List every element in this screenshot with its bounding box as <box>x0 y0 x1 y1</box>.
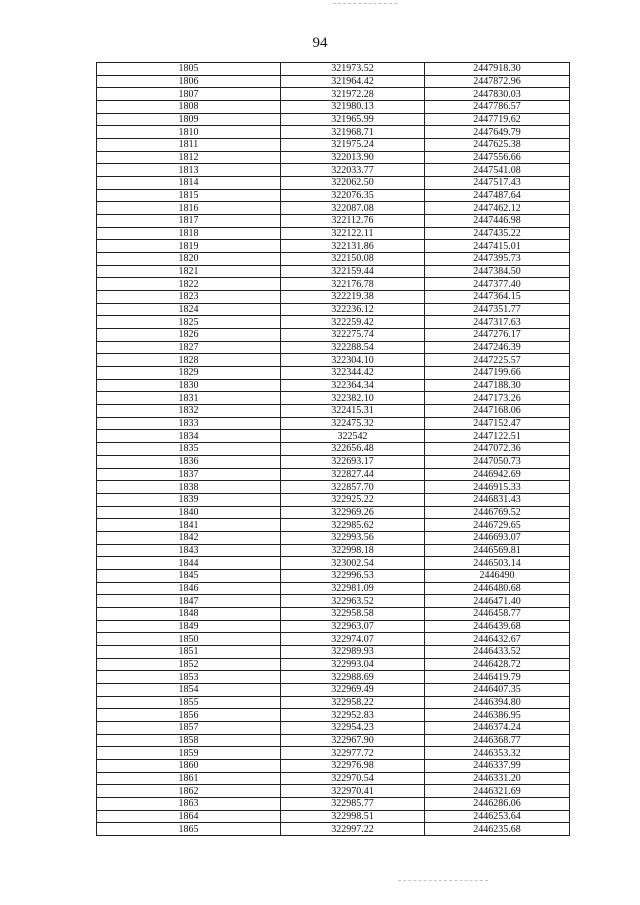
point-number-cell: 1855 <box>97 696 281 709</box>
point-number-cell: 1814 <box>97 177 281 190</box>
y-coordinate-cell: 2447517.43 <box>425 177 570 190</box>
table-row <box>97 151 570 164</box>
y-coordinate-cell: 2447072.36 <box>425 443 570 456</box>
x-coordinate-cell: 322159.44 <box>281 265 425 278</box>
point-number-cell: 1861 <box>97 772 281 785</box>
point-number-cell: 1812 <box>97 151 281 164</box>
y-coordinate-cell: 2447351.77 <box>425 303 570 316</box>
point-number-cell: 1856 <box>97 709 281 722</box>
table-row <box>97 75 570 88</box>
y-coordinate-cell: 2446915.33 <box>425 481 570 494</box>
y-coordinate-cell: 2446490 <box>425 569 570 582</box>
table-row <box>97 582 570 595</box>
y-coordinate-cell: 2446432.67 <box>425 633 570 646</box>
x-coordinate-cell: 322219.38 <box>281 291 425 304</box>
x-coordinate-cell: 322013.90 <box>281 151 425 164</box>
point-number-cell: 1808 <box>97 101 281 114</box>
point-number-cell: 1841 <box>97 519 281 532</box>
table-row <box>97 417 570 430</box>
point-number-cell: 1805 <box>97 63 281 76</box>
y-coordinate-cell: 2446480.68 <box>425 582 570 595</box>
point-number-cell: 1826 <box>97 329 281 342</box>
table-row <box>97 721 570 734</box>
y-coordinate-cell: 2446407.35 <box>425 683 570 696</box>
x-coordinate-cell: 322985.77 <box>281 797 425 810</box>
y-coordinate-cell: 2446368.77 <box>425 734 570 747</box>
x-coordinate-cell: 322977.72 <box>281 747 425 760</box>
x-coordinate-cell: 322275.74 <box>281 329 425 342</box>
point-number-cell: 1838 <box>97 481 281 494</box>
x-coordinate-cell: 322985.62 <box>281 519 425 532</box>
point-number-cell: 1859 <box>97 747 281 760</box>
point-number-cell: 1839 <box>97 493 281 506</box>
table-row <box>97 341 570 354</box>
x-coordinate-cell: 322970.54 <box>281 772 425 785</box>
y-coordinate-cell: 2446428.72 <box>425 658 570 671</box>
point-number-cell: 1865 <box>97 823 281 836</box>
table-row <box>97 455 570 468</box>
page-number: 94 <box>312 35 328 51</box>
x-coordinate-cell: 322131.86 <box>281 240 425 253</box>
table-row <box>97 785 570 798</box>
x-coordinate-cell: 322969.26 <box>281 506 425 519</box>
y-coordinate-cell: 2446729.65 <box>425 519 570 532</box>
top-scan-rule <box>333 3 397 4</box>
y-coordinate-cell: 2447152.47 <box>425 417 570 430</box>
point-number-cell: 1864 <box>97 810 281 823</box>
point-number-cell: 1844 <box>97 557 281 570</box>
y-coordinate-cell: 2447246.39 <box>425 341 570 354</box>
table-row <box>97 696 570 709</box>
table-row <box>97 481 570 494</box>
point-number-cell: 1860 <box>97 759 281 772</box>
table-row <box>97 379 570 392</box>
table-row <box>97 291 570 304</box>
y-coordinate-cell: 2447625.38 <box>425 139 570 152</box>
table-row <box>97 164 570 177</box>
x-coordinate-cell: 322656.48 <box>281 443 425 456</box>
point-number-cell: 1819 <box>97 240 281 253</box>
x-coordinate-cell: 322993.56 <box>281 531 425 544</box>
table-row <box>97 240 570 253</box>
y-coordinate-cell: 2446235.68 <box>425 823 570 836</box>
y-coordinate-cell: 2447435.22 <box>425 227 570 240</box>
point-number-cell: 1828 <box>97 354 281 367</box>
table-row <box>97 759 570 772</box>
x-coordinate-cell: 322827.44 <box>281 468 425 481</box>
x-coordinate-cell: 322996.53 <box>281 569 425 582</box>
y-coordinate-cell: 2447395.73 <box>425 253 570 266</box>
x-coordinate-cell: 322122.11 <box>281 227 425 240</box>
point-number-cell: 1832 <box>97 405 281 418</box>
y-coordinate-cell: 2447384.50 <box>425 265 570 278</box>
point-number-cell: 1829 <box>97 367 281 380</box>
x-coordinate-cell: 321973.52 <box>281 63 425 76</box>
x-coordinate-cell: 322998.51 <box>281 810 425 823</box>
x-coordinate-cell: 322112.76 <box>281 215 425 228</box>
table-row <box>97 227 570 240</box>
point-number-cell: 1857 <box>97 721 281 734</box>
x-coordinate-cell: 322925.22 <box>281 493 425 506</box>
x-coordinate-cell: 322976.98 <box>281 759 425 772</box>
table-row <box>97 683 570 696</box>
y-coordinate-cell: 2447225.57 <box>425 354 570 367</box>
y-coordinate-cell: 2447462.12 <box>425 202 570 215</box>
x-coordinate-cell: 322259.42 <box>281 316 425 329</box>
table-row <box>97 645 570 658</box>
point-number-cell: 1831 <box>97 392 281 405</box>
point-number-cell: 1849 <box>97 620 281 633</box>
point-number-cell: 1836 <box>97 455 281 468</box>
y-coordinate-cell: 2446337.99 <box>425 759 570 772</box>
y-coordinate-cell: 2447556.66 <box>425 151 570 164</box>
x-coordinate-cell: 322998.18 <box>281 544 425 557</box>
y-coordinate-cell: 2446458.77 <box>425 607 570 620</box>
y-coordinate-cell: 2446286.06 <box>425 797 570 810</box>
x-coordinate-cell: 322967.90 <box>281 734 425 747</box>
table-row <box>97 772 570 785</box>
point-number-cell: 1830 <box>97 379 281 392</box>
x-coordinate-cell: 322958.58 <box>281 607 425 620</box>
table-row <box>97 215 570 228</box>
x-coordinate-cell: 322993.04 <box>281 658 425 671</box>
x-coordinate-cell: 322952.83 <box>281 709 425 722</box>
point-number-cell: 1847 <box>97 595 281 608</box>
x-coordinate-cell: 322236.12 <box>281 303 425 316</box>
y-coordinate-cell: 2447649.79 <box>425 126 570 139</box>
coordinates-table-body <box>97 63 570 836</box>
y-coordinate-cell: 2447872.96 <box>425 75 570 88</box>
table-row <box>97 253 570 266</box>
point-number-cell: 1809 <box>97 113 281 126</box>
point-number-cell: 1825 <box>97 316 281 329</box>
x-coordinate-cell: 322344.42 <box>281 367 425 380</box>
y-coordinate-cell: 2446439.68 <box>425 620 570 633</box>
point-number-cell: 1821 <box>97 265 281 278</box>
point-number-cell: 1810 <box>97 126 281 139</box>
y-coordinate-cell: 2446386.95 <box>425 709 570 722</box>
table-row <box>97 810 570 823</box>
x-coordinate-cell: 322958.22 <box>281 696 425 709</box>
x-coordinate-cell: 322693.17 <box>281 455 425 468</box>
y-coordinate-cell: 2447377.40 <box>425 278 570 291</box>
x-coordinate-cell: 322062.50 <box>281 177 425 190</box>
point-number-cell: 1813 <box>97 164 281 177</box>
x-coordinate-cell: 322087.08 <box>281 202 425 215</box>
point-number-cell: 1854 <box>97 683 281 696</box>
point-number-cell: 1845 <box>97 569 281 582</box>
table-row <box>97 63 570 76</box>
x-coordinate-cell: 322963.52 <box>281 595 425 608</box>
table-row <box>97 139 570 152</box>
bottom-scan-rule <box>398 880 488 881</box>
y-coordinate-cell: 2447786.57 <box>425 101 570 114</box>
point-number-cell: 1811 <box>97 139 281 152</box>
y-coordinate-cell: 2447317.63 <box>425 316 570 329</box>
point-number-cell: 1834 <box>97 430 281 443</box>
x-coordinate-cell: 322076.35 <box>281 189 425 202</box>
x-coordinate-cell: 322954.23 <box>281 721 425 734</box>
table-row <box>97 316 570 329</box>
point-number-cell: 1842 <box>97 531 281 544</box>
point-number-cell: 1858 <box>97 734 281 747</box>
y-coordinate-cell: 2447918.30 <box>425 63 570 76</box>
x-coordinate-cell: 322974.07 <box>281 633 425 646</box>
table-row <box>97 113 570 126</box>
point-number-cell: 1846 <box>97 582 281 595</box>
y-coordinate-cell: 2446569.81 <box>425 544 570 557</box>
x-coordinate-cell: 322997.22 <box>281 823 425 836</box>
y-coordinate-cell: 2447487.64 <box>425 189 570 202</box>
table-row <box>97 671 570 684</box>
x-coordinate-cell: 321965.99 <box>281 113 425 126</box>
x-coordinate-cell: 322969.49 <box>281 683 425 696</box>
point-number-cell: 1852 <box>97 658 281 671</box>
point-number-cell: 1815 <box>97 189 281 202</box>
point-number-cell: 1848 <box>97 607 281 620</box>
table-row <box>97 569 570 582</box>
x-coordinate-cell: 322475.32 <box>281 417 425 430</box>
x-coordinate-cell: 323002.54 <box>281 557 425 570</box>
y-coordinate-cell: 2446831.43 <box>425 493 570 506</box>
y-coordinate-cell: 2446419.79 <box>425 671 570 684</box>
y-coordinate-cell: 2446503.14 <box>425 557 570 570</box>
table-row <box>97 303 570 316</box>
point-number-cell: 1822 <box>97 278 281 291</box>
table-row <box>97 405 570 418</box>
table-row <box>97 519 570 532</box>
table-row <box>97 265 570 278</box>
table-row <box>97 329 570 342</box>
table-row <box>97 557 570 570</box>
y-coordinate-cell: 2446253.64 <box>425 810 570 823</box>
table-row <box>97 367 570 380</box>
y-coordinate-cell: 2446433.52 <box>425 645 570 658</box>
x-coordinate-cell: 322176.78 <box>281 278 425 291</box>
x-coordinate-cell: 322288.54 <box>281 341 425 354</box>
y-coordinate-cell: 2447541.08 <box>425 164 570 177</box>
point-number-cell: 1807 <box>97 88 281 101</box>
table-row <box>97 709 570 722</box>
table-row <box>97 544 570 557</box>
table-row <box>97 607 570 620</box>
table-row <box>97 278 570 291</box>
point-number-cell: 1837 <box>97 468 281 481</box>
x-coordinate-cell: 322382.10 <box>281 392 425 405</box>
y-coordinate-cell: 2446471.40 <box>425 595 570 608</box>
y-coordinate-cell: 2447173.26 <box>425 392 570 405</box>
y-coordinate-cell: 2446394.80 <box>425 696 570 709</box>
table-row <box>97 202 570 215</box>
x-coordinate-cell: 322150.08 <box>281 253 425 266</box>
x-coordinate-cell: 321980.13 <box>281 101 425 114</box>
y-coordinate-cell: 2447050.73 <box>425 455 570 468</box>
point-number-cell: 1817 <box>97 215 281 228</box>
x-coordinate-cell: 322988.69 <box>281 671 425 684</box>
y-coordinate-cell: 2446693.07 <box>425 531 570 544</box>
y-coordinate-cell: 2446769.52 <box>425 506 570 519</box>
table-row <box>97 823 570 836</box>
point-number-cell: 1806 <box>97 75 281 88</box>
y-coordinate-cell: 2447415.01 <box>425 240 570 253</box>
x-coordinate-cell: 321975.24 <box>281 139 425 152</box>
y-coordinate-cell: 2447199.66 <box>425 367 570 380</box>
y-coordinate-cell: 2447719.62 <box>425 113 570 126</box>
table-row <box>97 88 570 101</box>
y-coordinate-cell: 2447276.17 <box>425 329 570 342</box>
y-coordinate-cell: 2447446.98 <box>425 215 570 228</box>
y-coordinate-cell: 2447364.15 <box>425 291 570 304</box>
table-row <box>97 633 570 646</box>
x-coordinate-cell: 322970.41 <box>281 785 425 798</box>
x-coordinate-cell: 322857.70 <box>281 481 425 494</box>
y-coordinate-cell: 2446331.20 <box>425 772 570 785</box>
x-coordinate-cell: 322542 <box>281 430 425 443</box>
table-row <box>97 506 570 519</box>
y-coordinate-cell: 2446942.69 <box>425 468 570 481</box>
y-coordinate-cell: 2446353.32 <box>425 747 570 760</box>
y-coordinate-cell: 2446321.69 <box>425 785 570 798</box>
x-coordinate-cell: 322033.77 <box>281 164 425 177</box>
table-row <box>97 595 570 608</box>
table-row <box>97 430 570 443</box>
x-coordinate-cell: 321968.71 <box>281 126 425 139</box>
table-row <box>97 797 570 810</box>
table-row <box>97 443 570 456</box>
table-row <box>97 101 570 114</box>
y-coordinate-cell: 2447122.51 <box>425 430 570 443</box>
table-row <box>97 531 570 544</box>
y-coordinate-cell: 2447168.06 <box>425 405 570 418</box>
table-row <box>97 468 570 481</box>
point-number-cell: 1823 <box>97 291 281 304</box>
coordinates-table <box>96 62 570 836</box>
point-number-cell: 1824 <box>97 303 281 316</box>
point-number-cell: 1835 <box>97 443 281 456</box>
table-row <box>97 189 570 202</box>
point-number-cell: 1853 <box>97 671 281 684</box>
x-coordinate-cell: 321964.42 <box>281 75 425 88</box>
x-coordinate-cell: 322364.34 <box>281 379 425 392</box>
point-number-cell: 1863 <box>97 797 281 810</box>
x-coordinate-cell: 321972.28 <box>281 88 425 101</box>
point-number-cell: 1833 <box>97 417 281 430</box>
point-number-cell: 1843 <box>97 544 281 557</box>
point-number-cell: 1820 <box>97 253 281 266</box>
x-coordinate-cell: 322981.09 <box>281 582 425 595</box>
point-number-cell: 1862 <box>97 785 281 798</box>
point-number-cell: 1818 <box>97 227 281 240</box>
x-coordinate-cell: 322989.93 <box>281 645 425 658</box>
table-row <box>97 126 570 139</box>
point-number-cell: 1827 <box>97 341 281 354</box>
table-row <box>97 354 570 367</box>
point-number-cell: 1851 <box>97 645 281 658</box>
table-row <box>97 747 570 760</box>
x-coordinate-cell: 322963.07 <box>281 620 425 633</box>
table-row <box>97 392 570 405</box>
point-number-cell: 1816 <box>97 202 281 215</box>
table-row <box>97 658 570 671</box>
table-row <box>97 177 570 190</box>
x-coordinate-cell: 322415.31 <box>281 405 425 418</box>
y-coordinate-cell: 2447830.03 <box>425 88 570 101</box>
table-row <box>97 493 570 506</box>
table-row <box>97 620 570 633</box>
point-number-cell: 1840 <box>97 506 281 519</box>
y-coordinate-cell: 2446374.24 <box>425 721 570 734</box>
x-coordinate-cell: 322304.10 <box>281 354 425 367</box>
y-coordinate-cell: 2447188.30 <box>425 379 570 392</box>
table-row <box>97 734 570 747</box>
point-number-cell: 1850 <box>97 633 281 646</box>
